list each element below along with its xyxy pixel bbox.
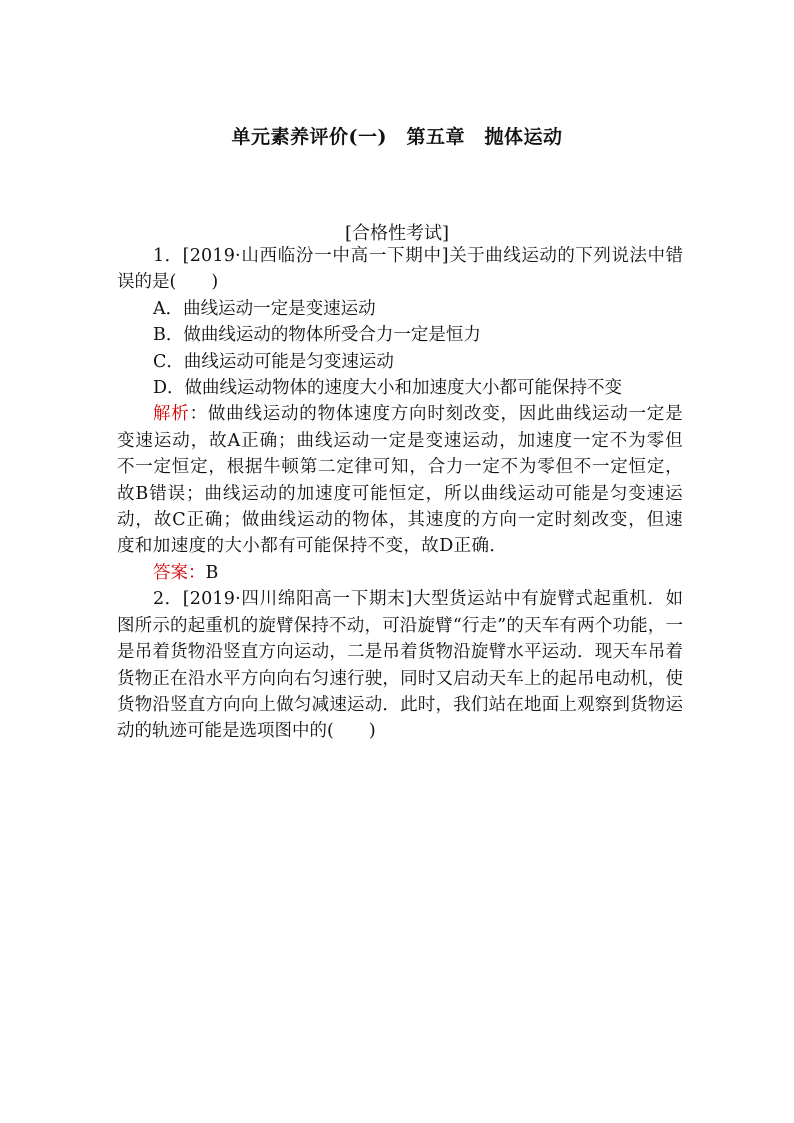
question-2-number: 2． [153, 589, 183, 610]
question-2-source: [2019·四川绵阳高一下期末] [182, 589, 413, 610]
question-2-text: 大型货运站中有旋臂式起重机．如图所示的起重机的旋臂保持不动，可沿旋臂“行走”的天车有两个功能，一是吊着货物沿竖直方向运动，二是吊着货物沿旋臂水平运动．现天车吊着货物正在沿水平方向向右匀速行驶，同时又启动天车上的起吊电动机，使货物沿竖直方向向上做匀减速运动．此时，我们站在地面上观察到货物运动的轨迹可能是选项图中的( ) [117, 589, 684, 742]
question-2-stem [117, 586, 683, 744]
question-1-number: 1． [153, 246, 183, 266]
analysis-text: ：做曲线运动的物体速度方向时刻改变，因此曲线运动一定是变速运动，故A正确；曲线运动一定是变速运动，加速度一定不为零但不一定恒定，根据牛顿第二定律可知，合力一定不为零但不一定恒定，故B错误；曲线运动的加速度可能恒定，所以曲线运动可能是匀变速运动，故C正确；做曲线运动的物体，其速度的方向一定时刻改变，但速度和加速度的大小都有可能保持不变，故D正确． [117, 404, 683, 557]
question-1-option-b: B．做曲线运动的物体所受合力一定是恒力 [153, 325, 481, 346]
question-1-option-c: C．曲线运动可能是匀变速运动 [153, 351, 394, 372]
answer-label: 答案： [153, 562, 206, 583]
section-heading: [合格性考试] [344, 223, 450, 244]
question-1-source: [2019·山西临汾一中高一下期中] [182, 246, 449, 266]
question-1-option-d: D．做曲线运动物体的速度大小和加速度大小都可能保持不变 [153, 378, 623, 399]
question-1-analysis [117, 401, 683, 559]
question-1-stem [117, 243, 683, 296]
answer-value: B [205, 562, 219, 583]
page-title: 单元素养评价(一) 第五章 抛体运动 [231, 126, 563, 148]
question-1-option-a: A．曲线运动一定是变速运动 [153, 298, 376, 319]
question-1-answer [117, 560, 683, 586]
analysis-label: 解析 [153, 404, 190, 425]
question-1-text: 关于曲线运动的下列说法中错误的是( ) [117, 246, 683, 293]
question-content [117, 243, 683, 745]
